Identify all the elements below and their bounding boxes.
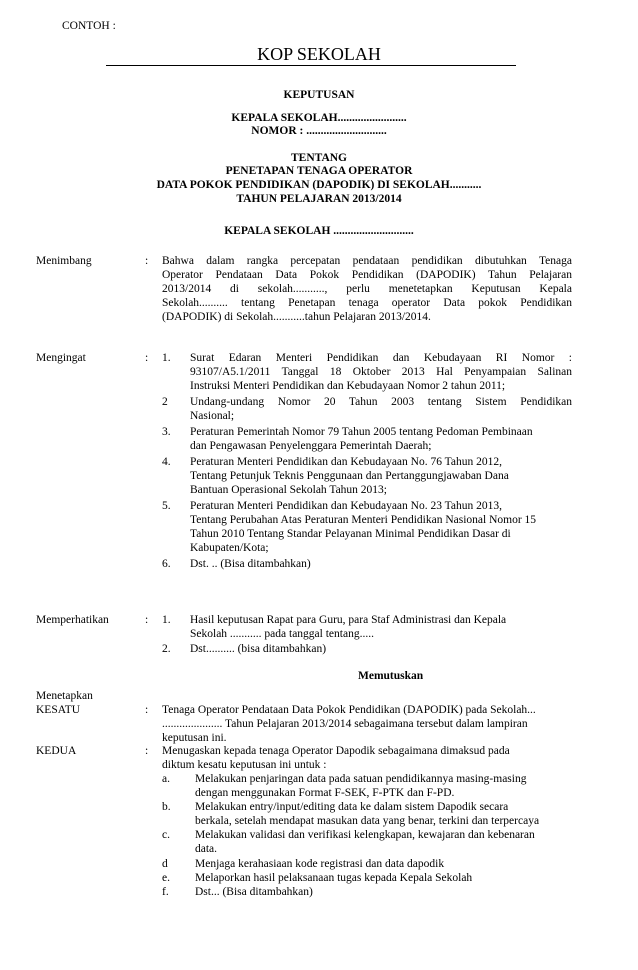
memperhatikan-colon: :	[145, 614, 149, 626]
mengingat-num: 4.	[162, 456, 171, 468]
kedua-line: Menugaskan kepada tenaga Operator Dapodik sebagaimana dimaksud pada	[162, 745, 510, 757]
nomor-heading: NOMOR : ............................	[251, 125, 387, 137]
kesatu-line: Tenaga Operator Pendataan Data Pokok Pendidikan (DAPODIK) pada Sekolah...	[162, 704, 536, 716]
contoh-label: CONTOH :	[62, 20, 116, 32]
kedua-item-line: Menjaga kerahasiaan kode registrasi dan data dapodik	[195, 858, 445, 870]
kedua-letter: e.	[162, 872, 170, 884]
kedua-item-line: Melakukan penjaringan data pada satuan pendidikannya masing-masing	[195, 773, 527, 785]
kesatu-line: ..................... Tahun Pelajaran 2013/2014 sebagaimana tersebut dalam lampiran	[162, 718, 528, 730]
mengingat-line: Kabupaten/Kota;	[190, 542, 269, 554]
kedua-letter: c.	[162, 829, 170, 841]
menetapkan-label: Menetapkan	[36, 690, 93, 702]
mengingat-line: Bantuan Operasional Sekolah Tahun 2013;	[190, 484, 387, 496]
mengingat-num: 5.	[162, 500, 171, 512]
kepala-sekolah-heading: KEPALA SEKOLAH........................	[231, 112, 407, 124]
mengingat-line: Surat Edaran Menteri Pendidikan dan Kebudayaan RI Nomor :	[190, 352, 572, 364]
memperhatikan-num: 1.	[162, 614, 171, 626]
kedua-letter: a.	[162, 773, 170, 785]
mengingat-label: Mengingat	[36, 352, 86, 364]
kedua-label: KEDUA	[36, 745, 77, 757]
mengingat-colon: :	[145, 352, 149, 364]
kedua-item-line: berkala, setelah mendapat masukan data yang benar, terkini dan terpercaya	[195, 815, 540, 827]
mengingat-line: Tentang Perubahan Atas Peraturan Menteri Pendidikan Nasional Nomor 15	[190, 514, 537, 526]
kesatu-line: keputusan ini.	[162, 732, 227, 744]
menimbang-line: Bahwa dalam rangka percepatan pendataan pendidikan dibutuhkan Tenaga	[162, 255, 572, 267]
mengingat-line: Peraturan Menteri Pendidikan dan Kebudayaan No. 76 Tahun 2012,	[190, 456, 502, 468]
menimbang-label: Menimbang	[36, 255, 92, 267]
mengingat-line: 93107/A5.1/2011 Tanggal 18 Oktober 2013 Hal Penyampaian Salinan	[190, 366, 572, 378]
mengingat-line: Instruksi Menteri Pendidikan dan Kebudayaan Nomor 2 tahun 2011;	[190, 380, 506, 392]
kedua-item-line: Melaporkan hasil pelaksanaan tugas kepada Kepala Sekolah	[195, 872, 473, 884]
kedua-item-line: Melakukan entry/input/editing data ke dalam sistem Dapodik secara	[195, 801, 509, 813]
memperhatikan-line: Dst.......... (bisa ditambahkan)	[190, 643, 327, 655]
kop-divider	[106, 65, 516, 66]
mengingat-line: dan Pengawasan Penyelenggara Pemerintah Daerah;	[190, 440, 432, 452]
kesatu-colon: :	[145, 704, 149, 716]
mengingat-line: Nasional;	[190, 410, 235, 422]
mengingat-line: Undang-undang Nomor 20 Tahun 2003 tentang Sistem Pendidikan	[190, 396, 572, 408]
mengingat-line: Peraturan Pemerintah Nomor 79 Tahun 2005 tentang Pedoman Pembinaan	[190, 426, 533, 438]
mengingat-line: Tahun 2010 Tentang Standar Pelayanan Minimal Pendidikan Dasar di	[190, 528, 511, 540]
mengingat-num: 6.	[162, 558, 171, 570]
kedua-letter: d	[162, 858, 168, 870]
mengingat-num: 3.	[162, 426, 171, 438]
kedua-colon: :	[145, 745, 149, 757]
kedua-line: diktum kesatu keputusan ini untuk :	[162, 759, 327, 771]
tahun-heading: TAHUN PELAJARAN 2013/2014	[236, 193, 402, 205]
memperhatikan-line: Sekolah ........... pada tanggal tentang.....	[190, 628, 374, 640]
kesatu-label: KESATU	[36, 704, 81, 716]
memutuskan-heading: Memutuskan	[358, 670, 424, 682]
mengingat-num: 2	[162, 396, 168, 408]
menimbang-line: Sekolah.......... tentang Penetapan tenaga operator Data pokok Pendidikan	[162, 297, 572, 309]
dapodik-heading: DATA POKOK PENDIDIKAN (DAPODIK) DI SEKOLAH...........	[156, 179, 482, 191]
kepala-sekolah-subheading: KEPALA SEKOLAH ............................	[224, 225, 414, 237]
menimbang-colon: :	[145, 255, 149, 267]
menimbang-line: 2013/2014 di sekolah..........., perlu menetetapkan Keputusan Kepala	[162, 283, 572, 295]
kedua-item-line: dengan menggunakan Format F-SEK, F-PTK dan F-PD.	[195, 787, 455, 799]
kedua-item-line: Dst... (Bisa ditambahkan)	[195, 886, 313, 898]
mengingat-num: 1.	[162, 352, 171, 364]
tentang-heading: TENTANG	[290, 152, 348, 164]
memperhatikan-label: Memperhatikan	[36, 614, 109, 626]
keputusan-heading: KEPUTUSAN	[283, 89, 355, 101]
penetapan-heading: PENETAPAN TENAGA OPERATOR	[225, 165, 413, 177]
kop-sekolah-title: KOP SEKOLAH	[257, 44, 381, 64]
kedua-item-line: data.	[195, 843, 218, 855]
kedua-letter: f.	[162, 886, 169, 898]
kedua-letter: b.	[162, 801, 171, 813]
mengingat-line: Tentang Petunjuk Teknis Penggunaan dan Pertanggungjawaban Dana	[190, 470, 509, 482]
mengingat-line: Peraturan Menteri Pendidikan dan Kebudayaan No. 23 Tahun 2013,	[190, 500, 502, 512]
kedua-item-line: Melakukan validasi dan verifikasi kelengkapan, kewajaran dan kebenaran	[195, 829, 535, 841]
menimbang-line: Operator Pendataan Data Pokok Pendidikan (DAPODIK) Tahun Pelajaran	[162, 269, 572, 281]
memperhatikan-num: 2.	[162, 643, 171, 655]
mengingat-line: Dst. .. (Bisa ditambahkan)	[190, 558, 311, 570]
menimbang-line: (DAPODIK) di Sekolah...........tahun Pelajaran 2013/2014.	[162, 311, 431, 323]
memperhatikan-line: Hasil keputusan Rapat para Guru, para Staf Administrasi dan Kepala	[190, 614, 507, 626]
